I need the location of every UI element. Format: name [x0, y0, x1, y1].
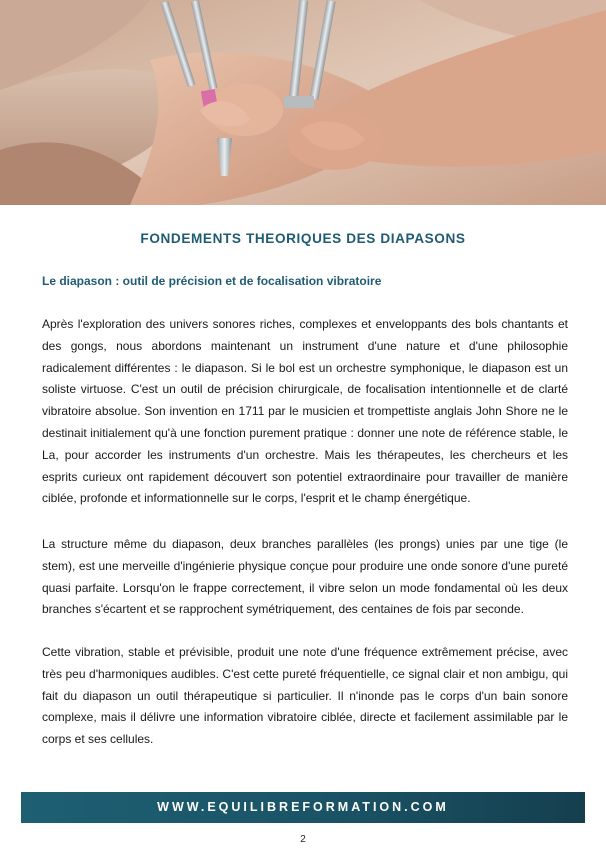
footer-website-link[interactable]: WWW.EQUILIBREFORMATION.COM [157, 800, 449, 814]
footer-bar [21, 792, 585, 823]
page-number: 2 [300, 834, 306, 845]
section-subtitle: Le diapason : outil de précision et de focalisation vibratoire [42, 274, 382, 288]
hero-photo [0, 0, 606, 205]
paragraph-2: La structure même du diapason, deux branches parallèles (les prongs) unies par une tige (le stem), est une merveille d'ingénierie physique conçue pour produire une onde sonore d'une pureté quasi parfaite. Lorsqu'on le frappe correctement, il vibre selon un mode fondamental où les deux branches s'écartent et se rapprochent symétriquement, des centaines de fois par seconde. [42, 537, 568, 617]
paragraph-1: Après l'exploration des univers sonores riches, complexes et enveloppants des bols chantants et des gongs, nous abordons maintenant un instrument d'une nature et d'une philosophie radicalement différentes : le diapason. Si le bol est un orchestre symphonique, le diapason est un soliste virtuose. C'est un outil de précision chirurgicale, de focalisation intentionnelle et de clarté vibratoire absolue. Son invention en 1711 par le musicien et trompettiste anglais John Shore ne le destinait initialement qu'à une fonction purement pratique : donner une note de référence stable, le La, pour accorder les instruments d'un orchestre. Mais les thérapeutes, les chercheurs et les esprits curieux ont rapidement découvert son potentiel extraordinaire pour travailler de manière ciblée, profonde et informationnelle sur le corps, l'esprit et le champ énergétique. [42, 317, 568, 506]
paragraph-3: Cette vibration, stable et prévisible, produit une note d'une fréquence extrêmement précise, avec très peu d'harmoniques audibles. C'est cette pureté fréquentielle, ce signal clair et non ambigu, qui fait du diapason un outil thérapeutique si particulier. Il n'inonde pas le corps d'un bain sonore complexe, mais il délivre une information vibratoire ciblée, directe et facilement assimilable par le corps et ses cellules. [42, 645, 568, 747]
page-title: FONDEMENTS THEORIQUES DES DIAPASONS [140, 231, 466, 246]
